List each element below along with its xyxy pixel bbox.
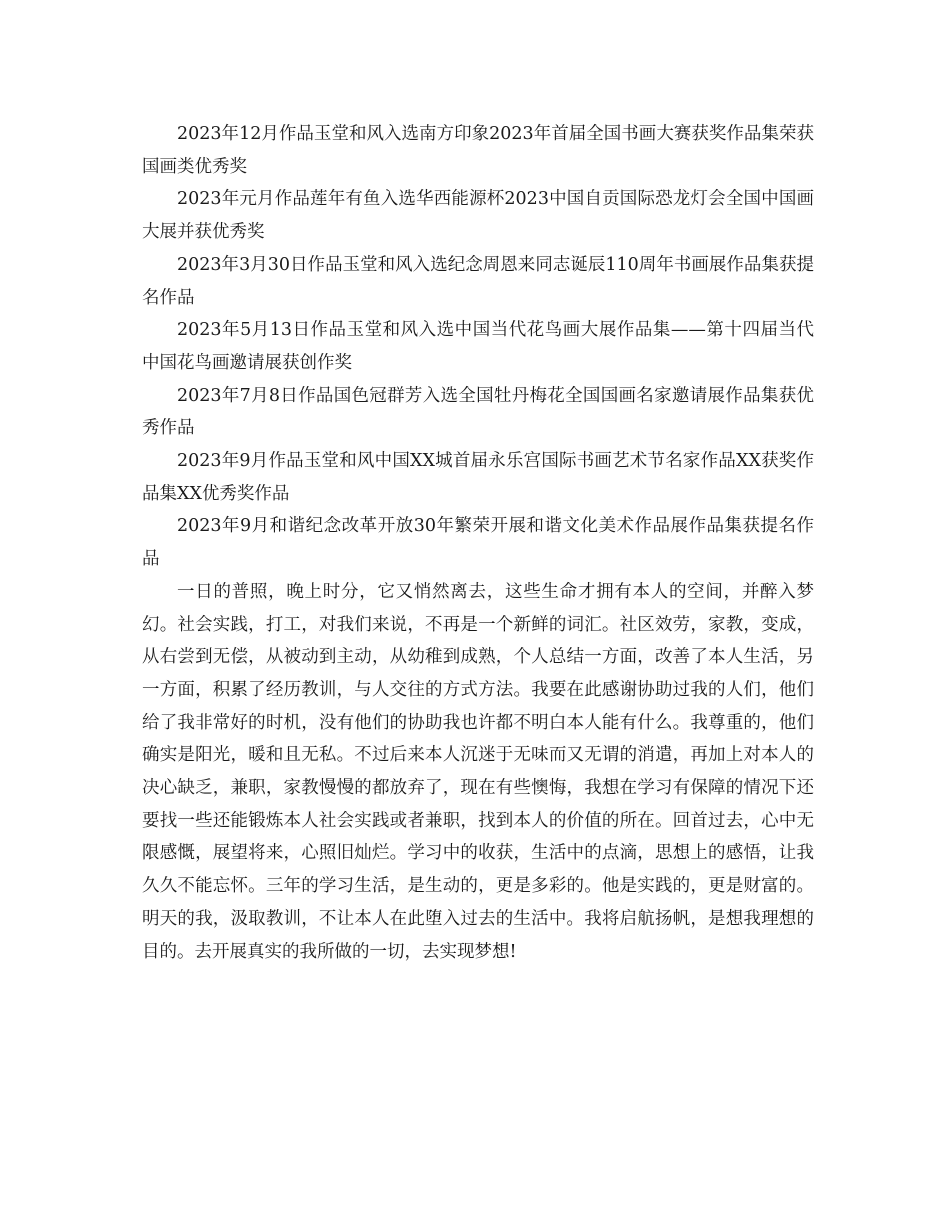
- award-paragraph-1: 2023年12月作品玉堂和风入选南方印象2023年首届全国书画大赛获奖作品集荣获国画类优秀奖: [142, 124, 814, 177]
- document-body: [142, 118, 814, 968]
- award-paragraph-3: 2023年3月30日作品玉堂和风入选纪念周恩来同志诞辰110周年书画展作品集获提名作品: [142, 254, 814, 308]
- award-paragraph-4: 2023年5月13日作品玉堂和风入选中国当代花鸟画大展作品集——第十四届当代中国花鸟画邀请展获创作奖: [142, 320, 814, 373]
- award-paragraph-7: 2023年9月和谐纪念改革开放30年繁荣开展和谐文化美术作品展作品集获提名作品: [142, 516, 814, 570]
- award-paragraph-2: 2023年元月作品莲年有鱼入选华西能源杯2023中国自贡国际恐龙灯会全国中国画大展并获优秀奖: [142, 189, 814, 243]
- award-paragraph-5: 2023年7月8日作品国色冠群芳入选全国牡丹梅花全国国画名家邀请展作品集获优秀作品: [142, 385, 814, 439]
- summary-paragraph: 一日的普照，晚上时分，它又悄然离去，这些生命才拥有本人的空间，并醉入梦幻。社会实践，打工，对我们来说，不再是一个新鲜的词汇。社区效劳，家教，变成，从右尝到无偿，从被动到主动，从幼稚到成熟，个人总结一方面，改善了本人生活，另一方面，积累了经历教训，与人交往的方式方法。我要在此感谢协助过我的人们，他们给了我非常好的时机，没有他们的协助我也许都不明白本人能有什么。我尊重的，他们确实是阳光，暖和且无私。不过后来本人沉迷于无味而又无谓的消遣，再加上对本人的决心缺乏，兼职，家教慢慢的都放弃了，现在有些懊悔，我想在学习有保障的情况下还要找一些还能锻炼本人社会实践或者兼职，找到本人的价值的所在。回首过去，心中无限感慨，展望将来，心照旧灿烂。学习中的收获，生活中的点滴，思想上的感悟，让我久久不能忘怀。三年的学习生活，是生动的，更是多彩的。他是实践的，更是财富的。明天的我，汲取教训，不让本人在此堕入过去的生活中。我将启航扬帆，是想我理想的目的。去开展真实的我所做的一切，去实现梦想!: [142, 581, 814, 962]
- award-paragraph-6: 2023年9月作品玉堂和风中国XX城首届永乐宫国际书画艺术节名家作品XX获奖作品集XX优秀奖作品: [142, 451, 814, 504]
